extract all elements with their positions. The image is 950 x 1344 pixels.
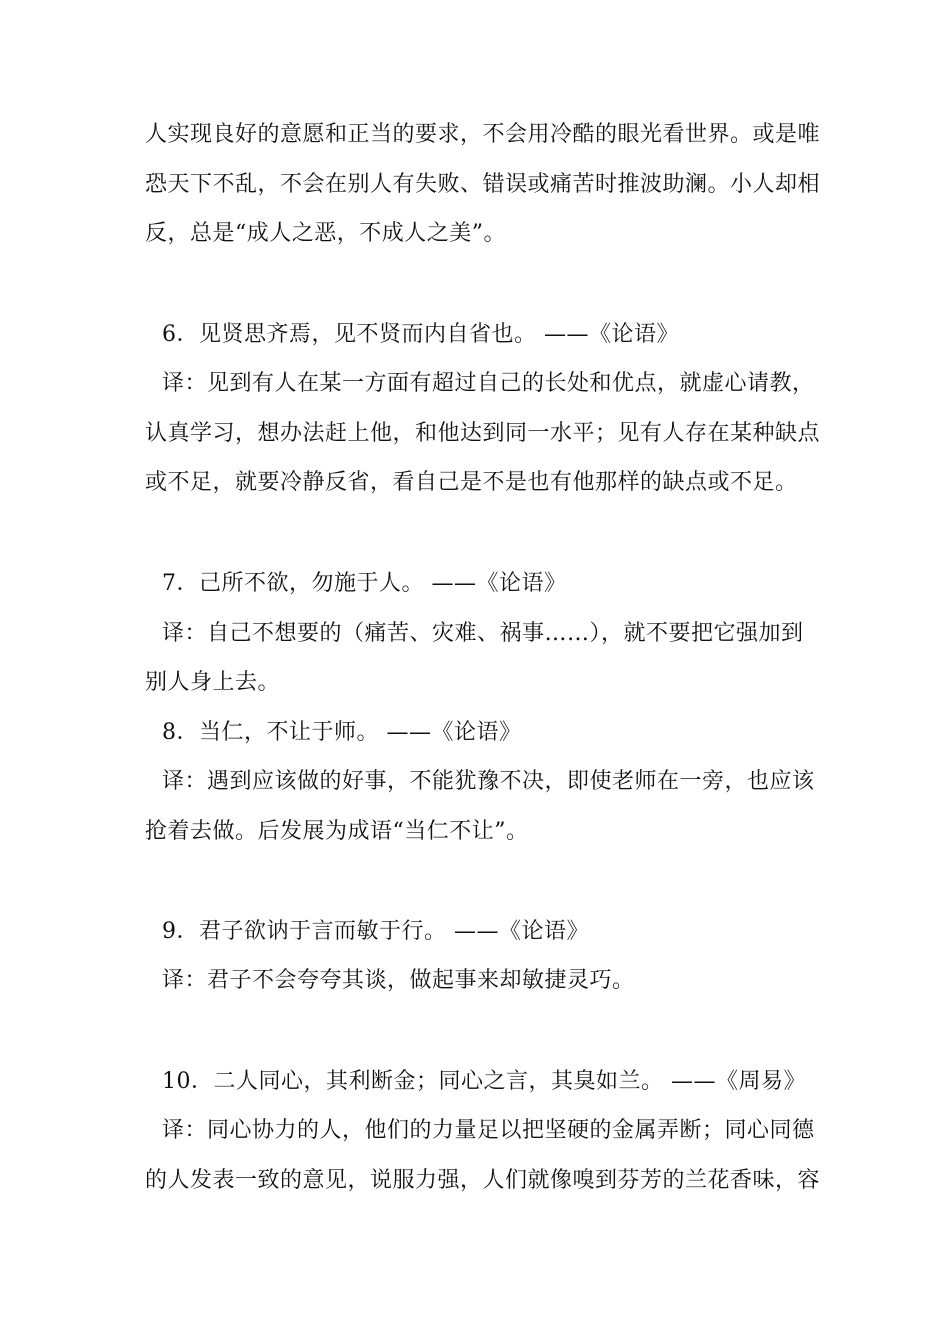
paragraph-line: 人实现良好的意愿和正当的要求，不会用冷酷的眼光看世界。或是唯	[145, 122, 821, 147]
translation-line: 译：自己不想要的（痛苦、灾难、祸事……），就不要把它强加到	[162, 621, 804, 646]
translation-line: 译：遇到应该做的好事，不能犹豫不决，即使老师在一旁，也应该	[162, 769, 815, 794]
quote-heading-6: 6．见贤思齐焉，见不贤而内自省也。 ——《论语》	[162, 322, 679, 347]
quote-heading-7: 7．己所不欲，勿施于人。 ——《论语》	[162, 571, 567, 596]
translation-line: 译：君子不会夸夸其谈，做起事来却敏捷灵巧。	[162, 968, 635, 993]
paragraph-line: 反，总是“成人之恶，不成人之美”。	[145, 221, 506, 246]
quote-heading-10: 10．二人同心，其利断金；同心之言，其臭如兰。 ——《周易》	[162, 1069, 806, 1094]
translation-line: 认真学习，想办法赶上他，和他达到同一水平；见有人存在某种缺点	[145, 421, 821, 446]
translation-line: 抢着去做。后发展为成语“当仁不让”。	[145, 819, 529, 844]
paragraph-line: 恐天下不乱，不会在别人有失败、错误或痛苦时推波助澜。小人却相	[145, 172, 821, 197]
translation-line: 译：见到有人在某一方面有超过自己的长处和优点，就虚心请教，	[162, 371, 815, 396]
translation-line: 或不足，就要冷静反省，看自己是不是也有他那样的缺点或不足。	[145, 470, 798, 495]
translation-line: 的人发表一致的意见，说服力强，人们就像嗅到芬芳的兰花香味，容	[145, 1168, 821, 1193]
translation-line: 别人身上去。	[145, 670, 281, 695]
translation-line: 译：同心协力的人，他们的力量足以把坚硬的金属弄断；同心同德	[162, 1118, 815, 1143]
quote-heading-8: 8．当仁，不让于师。 ——《论语》	[162, 720, 522, 745]
quote-heading-9: 9．君子欲讷于言而敏于行。 ——《论语》	[162, 919, 589, 944]
